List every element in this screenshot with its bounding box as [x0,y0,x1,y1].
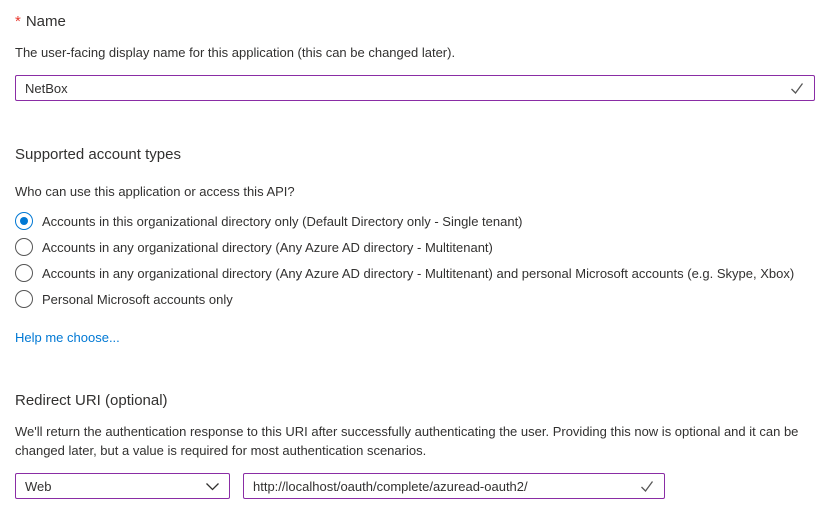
radio-option-label: Accounts in this organizational directory only (Default Directory only - Single tenant) [42,213,523,229]
radio-option-multitenant[interactable] [15,234,815,260]
radio-unselected-icon [15,264,33,282]
redirect-uri-input[interactable] [253,479,631,494]
name-description: The user-facing display name for this application (this can be changed later). [15,45,456,60]
account-types-title: Supported account types [15,146,181,163]
radio-option-label: Accounts in any organizational directory (Any Azure AD directory - Multitenant) and personal Microsoft accounts (e.g. Skype, Xbox) [42,265,795,281]
radio-selected-icon [15,212,33,230]
account-types-section [15,145,815,347]
required-asterisk: * [15,13,21,30]
radio-option-multitenant-personal[interactable] [15,260,815,286]
chevron-down-icon [205,482,220,491]
checkmark-icon [789,80,805,96]
platform-select[interactable] [15,473,230,499]
radio-unselected-icon [15,238,33,256]
checkmark-icon [639,478,655,494]
redirect-uri-controls [15,473,815,499]
redirect-uri-description: We'll return the authentication response to this URI after successfully authenticating the user. Providing this now is optional and it can be changed later, but a value is required for most authentication scenarios. [15,424,799,458]
redirect-uri-title: Redirect URI (optional) [15,392,168,409]
name-input[interactable] [25,81,781,96]
radio-unselected-icon [15,290,33,308]
radio-option-single-tenant[interactable] [15,208,815,234]
name-title-text: Name [25,13,66,30]
radio-option-personal-only[interactable] [15,286,815,312]
name-section-title [15,12,815,32]
redirect-uri-section [15,391,815,499]
platform-select-value: Web [25,478,52,494]
radio-option-label: Accounts in any organizational directory (Any Azure AD directory - Multitenant) [42,239,493,255]
name-input-box [15,75,815,101]
redirect-uri-input-box [243,473,665,499]
name-section [15,12,815,101]
account-types-question: Who can use this application or access this API? [15,184,295,199]
account-type-radio-group [15,208,815,312]
radio-option-label: Personal Microsoft accounts only [42,291,233,307]
radio-dot [20,217,28,225]
help-me-choose-link[interactable]: Help me choose... [15,330,120,345]
